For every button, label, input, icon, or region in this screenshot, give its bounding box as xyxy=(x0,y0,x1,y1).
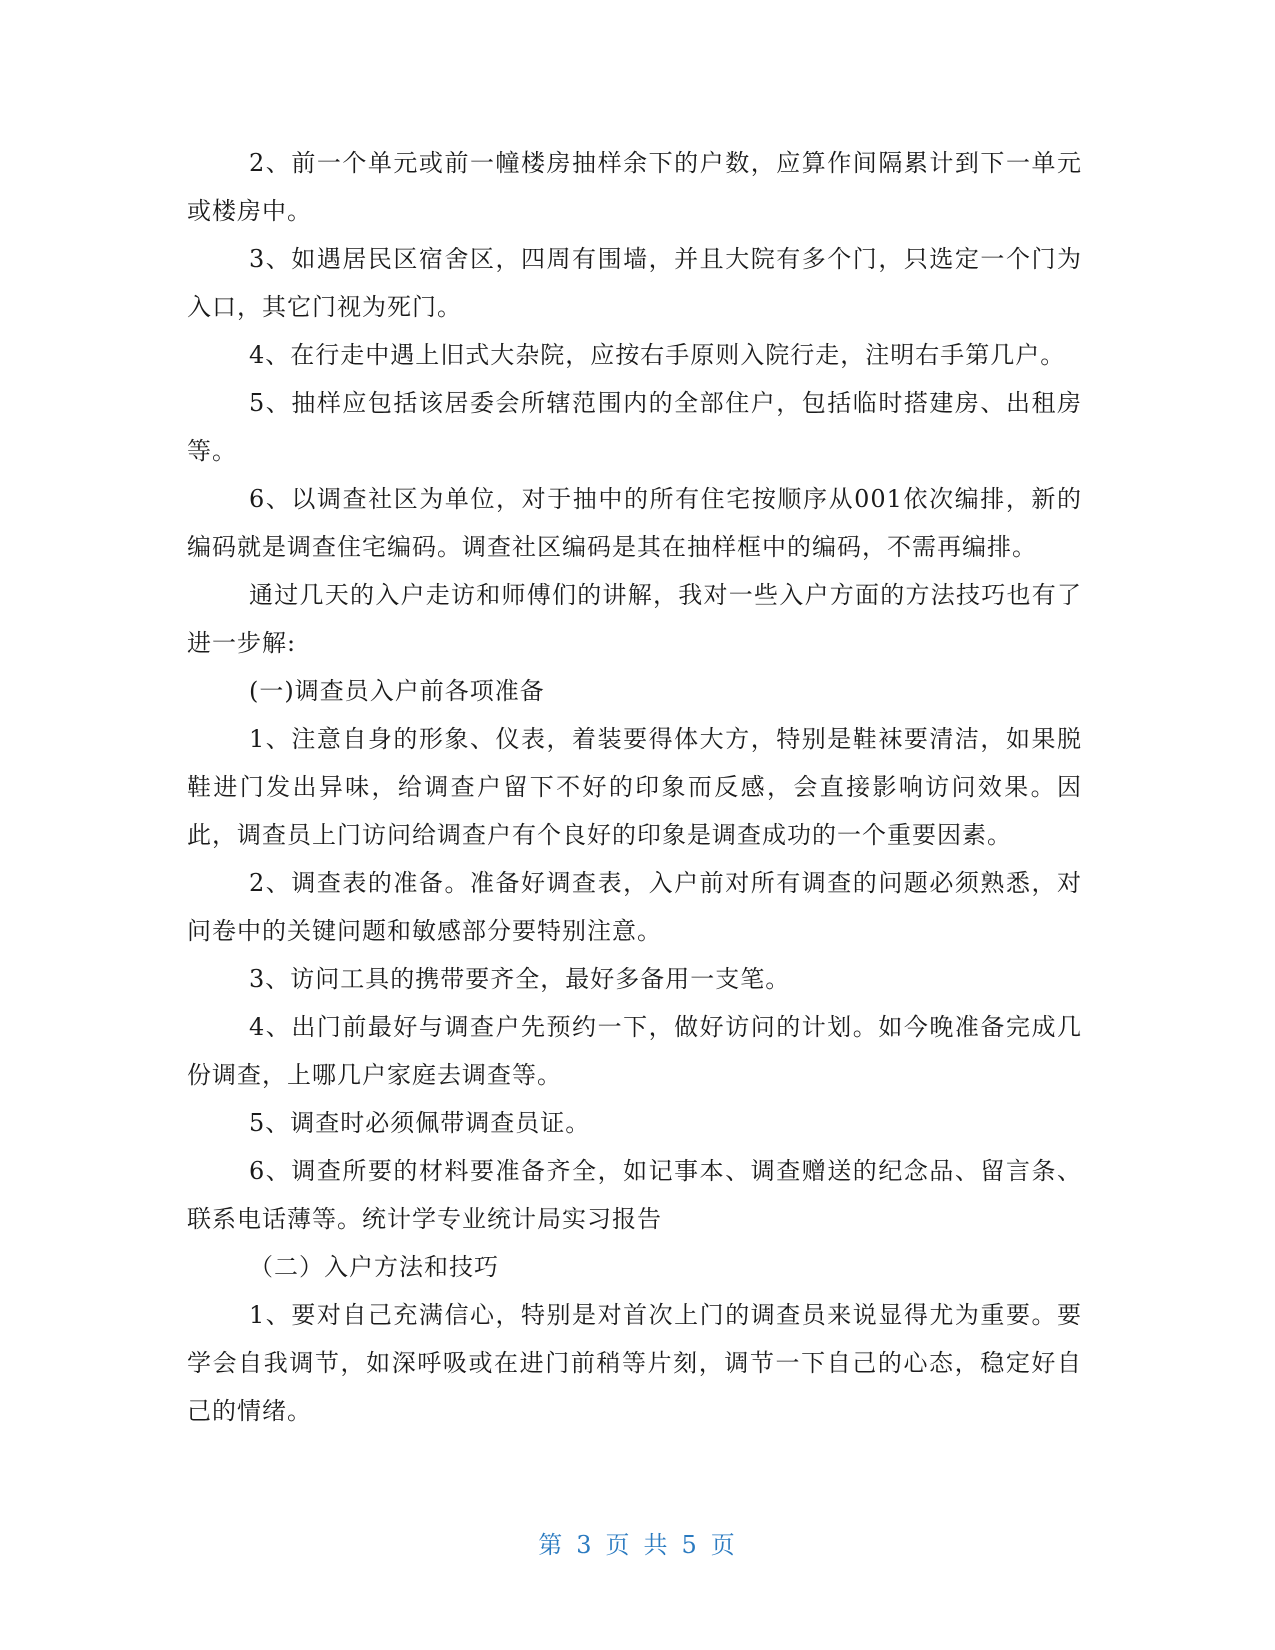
paragraph: 6、调查所要的材料要准备齐全，如记事本、调查赠送的纪念品、留言条、联系电话薄等。统计学专业统计局实习报告 xyxy=(187,1157,1082,1233)
footer-page-unit: 页 xyxy=(605,1531,632,1559)
paragraph: 4、在行走中遇上旧式大杂院，应按右手原则入院行走，注明右手第几户。 xyxy=(249,341,1066,369)
paragraph: 3、访问工具的携带要齐全，最好多备用一支笔。 xyxy=(249,965,791,993)
paragraph: 通过几天的入户走访和师傅们的讲解，我对一些入户方面的方法技巧也有了进一步解: xyxy=(187,581,1082,657)
paragraph: 5、调查时必须佩带调查员证。 xyxy=(249,1109,591,1137)
section-heading: (一)调查员入户前各项准备 xyxy=(249,677,545,705)
paragraph: 5、抽样应包括该居委会所辖范围内的全部住户，包括临时搭建房、出租房等。 xyxy=(187,389,1082,465)
page-footer xyxy=(0,1525,1275,1560)
footer-current-page: 3 xyxy=(576,1531,594,1559)
section-heading: （二）入户方法和技巧 xyxy=(249,1253,499,1281)
paragraph: 2、调查表的准备。准备好调查表，入户前对所有调查的问题必须熟悉，对问卷中的关键问题和敏感部分要特别注意。 xyxy=(187,869,1082,945)
document-body xyxy=(187,139,1082,1435)
footer-total-label: 共 xyxy=(643,1531,670,1559)
footer-page-label: 第 xyxy=(538,1531,565,1559)
footer-total-pages: 5 xyxy=(681,1531,699,1559)
paragraph: 3、如遇居民区宿舍区，四周有围墙，并且大院有多个门，只选定一个门为入口，其它门视为死门。 xyxy=(187,245,1082,321)
paragraph: 4、出门前最好与调查户先预约一下，做好访问的计划。如今晚准备完成几份调查，上哪几户家庭去调查等。 xyxy=(187,1013,1082,1089)
paragraph: 1、要对自己充满信心，特别是对首次上门的调查员来说显得尤为重要。要学会自我调节，如深呼吸或在进门前稍等片刻，调节一下自己的心态，稳定好自己的情绪。 xyxy=(187,1301,1082,1425)
footer-total-unit: 页 xyxy=(710,1531,737,1559)
paragraph: 2、前一个单元或前一幢楼房抽样余下的户数，应算作间隔累计到下一单元或楼房中。 xyxy=(187,149,1082,225)
paragraph: 6、以调查社区为单位，对于抽中的所有住宅按顺序从001依次编排，新的编码就是调查住宅编码。调查社区编码是其在抽样框中的编码，不需再编排。 xyxy=(187,485,1082,561)
paragraph: 1、注意自身的形象、仪表，着装要得体大方，特别是鞋袜要清洁，如果脱鞋进门发出异味，给调查户留下不好的印象而反感，会直接影响访问效果。因此，调查员上门访问给调查户有个良好的印象是调查成功的一个重要因素。 xyxy=(187,725,1082,849)
